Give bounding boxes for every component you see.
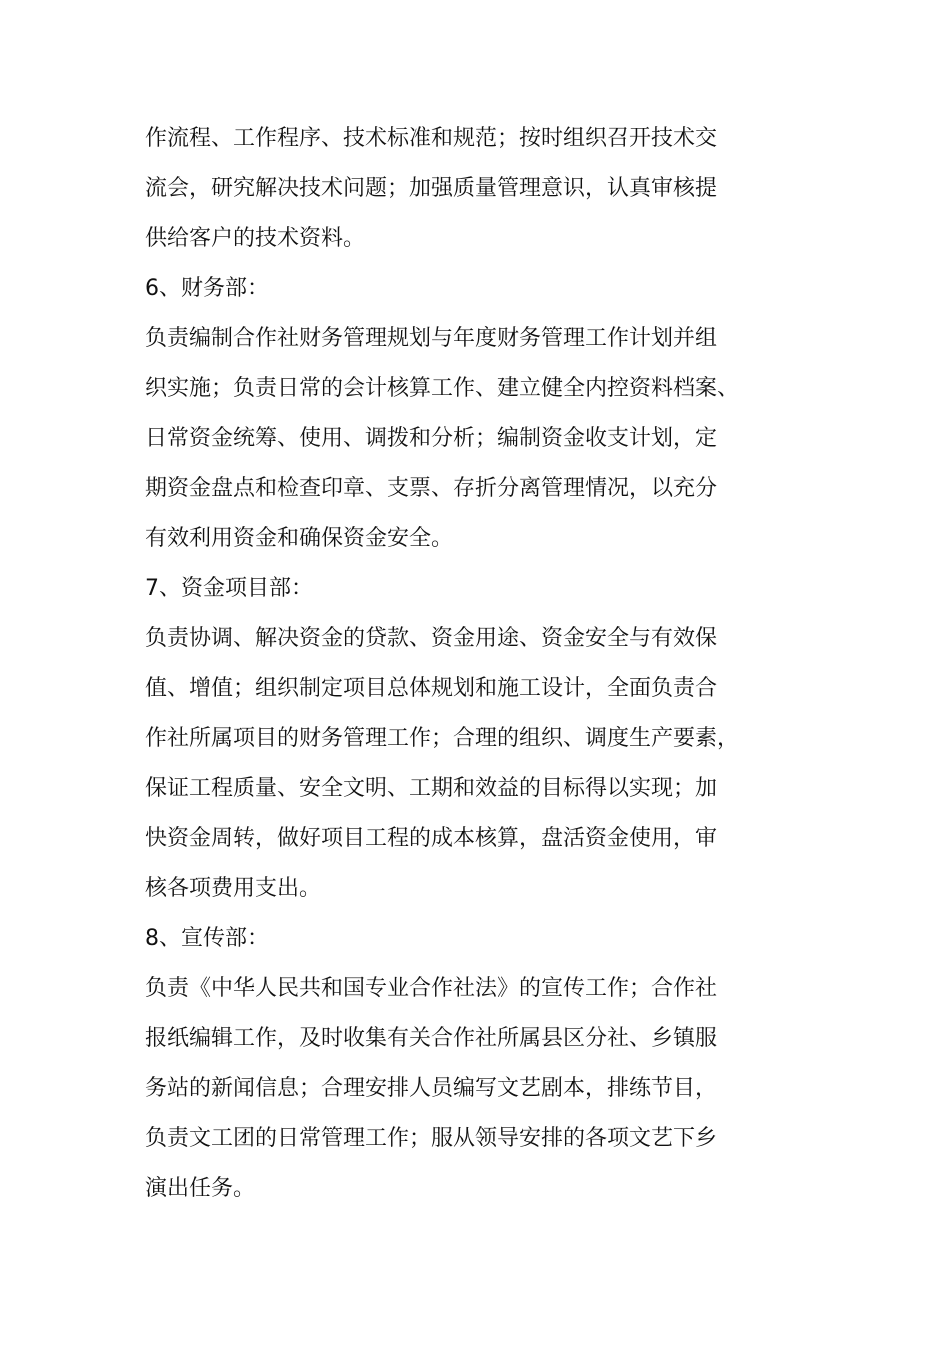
document-body (145, 114, 765, 1214)
text-line: 务站的新闻信息；合理安排人员编写文艺剧本，排练节目， (145, 1076, 718, 1101)
section-heading-finance: 6、财务部： (145, 276, 269, 301)
text-line: 负责文工团的日常管理工作；服从领导安排的各项文艺下乡 (145, 1126, 718, 1151)
text-line: 供给客户的技术资料。 (145, 226, 366, 251)
text-line: 日常资金统筹、使用、调拨和分析；编制资金收支计划，定 (145, 426, 718, 451)
text-line: 织实施；负责日常的会计核算工作、建立健全内控资料档案、 (145, 376, 740, 401)
text-line: 作社所属项目的财务管理工作；合理的组织、调度生产要素， (145, 726, 740, 751)
section-heading-publicity: 8、宣传部： (145, 926, 269, 951)
text-line: 期资金盘点和检查印章、支票、存折分离管理情况，以充分 (145, 476, 718, 501)
section-heading-capital-projects: 7、资金项目部： (145, 576, 313, 601)
text-line: 作流程、工作程序、技术标准和规范；按时组织召开技术交 (145, 126, 718, 151)
text-line: 负责编制合作社财务管理规划与年度财务管理工作计划并组 (145, 326, 718, 351)
text-line: 演出任务。 (145, 1176, 256, 1201)
text-line: 报纸编辑工作，及时收集有关合作社所属县区分社、乡镇服 (145, 1026, 718, 1051)
text-line: 有效利用资金和确保资金安全。 (145, 526, 454, 551)
text-line: 核各项费用支出。 (145, 876, 322, 901)
text-line: 负责协调、解决资金的贷款、资金用途、资金安全与有效保 (145, 626, 718, 651)
text-line: 流会，研究解决技术问题；加强质量管理意识，认真审核提 (145, 176, 718, 201)
text-line: 快资金周转，做好项目工程的成本核算，盘活资金使用，审 (145, 826, 718, 851)
text-line: 值、增值；组织制定项目总体规划和施工设计，全面负责合 (145, 676, 718, 701)
text-line: 负责《中华人民共和国专业合作社法》的宣传工作；合作社 (145, 976, 718, 1001)
text-line: 保证工程质量、安全文明、工期和效益的目标得以实现；加 (145, 776, 718, 801)
